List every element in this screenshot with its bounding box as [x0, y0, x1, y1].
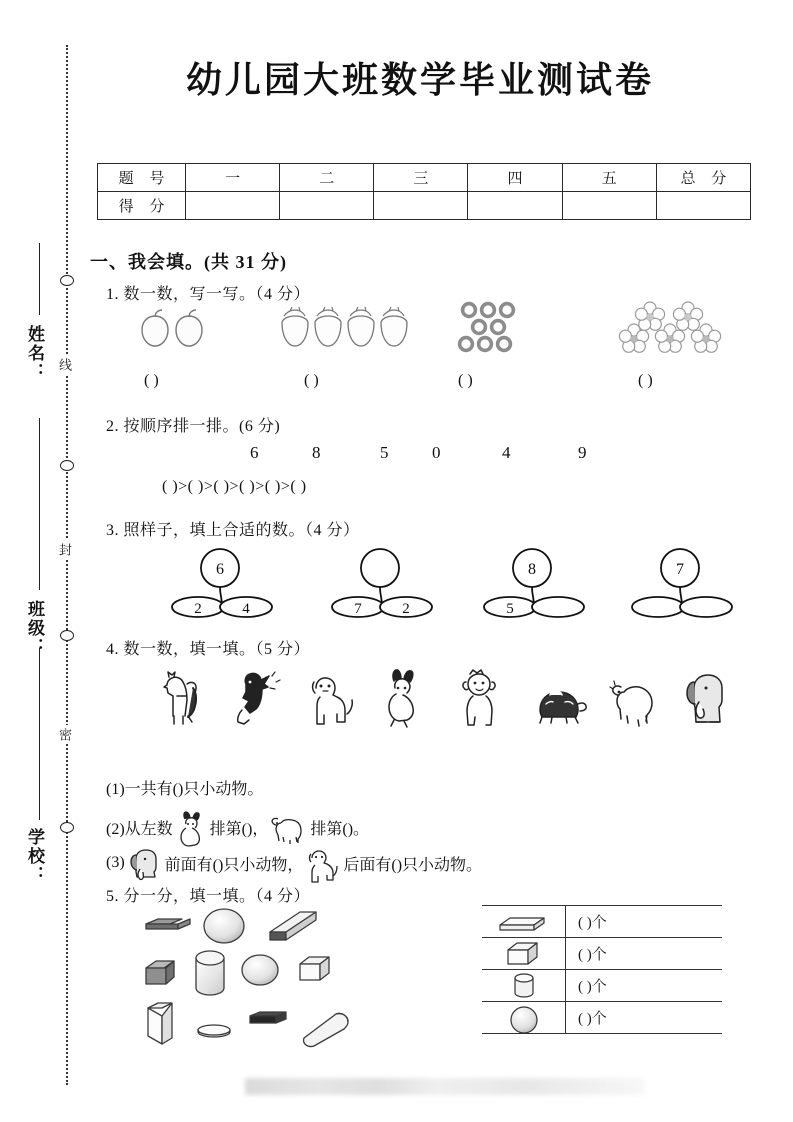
- sheep-icon: [610, 681, 652, 726]
- q2-number-1: 6: [250, 443, 259, 462]
- table-row: [482, 1002, 722, 1034]
- long-cuboid-icon: [270, 912, 316, 940]
- q2-number-3: 5: [380, 443, 389, 462]
- seal-circle-4: [60, 822, 74, 833]
- tilted-cylinder-icon: [304, 1013, 348, 1046]
- q2-number-6: 9: [578, 443, 587, 462]
- q3-bond-3-whole: 8: [528, 561, 536, 578]
- dog-inline-icon: [304, 848, 342, 878]
- elephant-inline-icon: [126, 848, 164, 878]
- tally-count-cylinder[interactable]: ( )个: [578, 979, 607, 995]
- q4-sub3-text-a: (3): [106, 854, 125, 871]
- q4-sub1-text-b: )只小动物。: [178, 781, 264, 798]
- q2-number-5: 4: [502, 443, 511, 462]
- tally-shape-cell-cylinder: [482, 970, 566, 1001]
- cylinder-icon: [196, 951, 224, 995]
- score-cell-total[interactable]: [656, 192, 750, 220]
- seal-margin: [0, 0, 90, 1122]
- q3-bond-1-whole: 6: [216, 561, 224, 578]
- field-rule-name: [39, 243, 40, 315]
- dark-flat-cuboid-icon: [250, 1012, 286, 1023]
- field-label-school: 学校：: [25, 828, 44, 885]
- score-cell-2[interactable]: [280, 192, 374, 220]
- q2-number-4: 0: [432, 443, 441, 462]
- tally-shape-cell-cuboid: [482, 906, 566, 937]
- score-table-row-label-1: 得 分: [98, 192, 186, 220]
- exam-sheet: [90, 0, 793, 1122]
- ring-icon: [458, 302, 536, 354]
- q3-bond-4-whole: 7: [676, 561, 684, 578]
- q4-sub3-text-c: )只小动物，: [218, 856, 304, 874]
- rabbit-icon: [389, 670, 413, 727]
- q5-tally-table: [482, 905, 722, 1034]
- q1-answer-blank-3[interactable]: ( ): [458, 372, 473, 389]
- q3-bond-1-left: 2: [194, 601, 202, 617]
- section-one-heading: 一、我会填。(共 31 分): [90, 252, 287, 272]
- tally-count-cuboid[interactable]: ( )个: [578, 915, 607, 931]
- q1-group-flowers: [622, 303, 738, 353]
- q3-bond-2-left: 7: [354, 601, 362, 617]
- question-4-heading: 4. 数一数，填一填。（5 分）: [106, 641, 311, 658]
- q2-answer-line[interactable]: ( )>( )>( )>( )>( )>( ): [162, 478, 307, 495]
- elephant-icon: [687, 675, 722, 722]
- tally-count-sphere[interactable]: ( )个: [578, 1011, 607, 1027]
- seal-circle-2: [60, 460, 74, 471]
- number-bond-icon: [630, 548, 760, 618]
- flat-disc-icon: [198, 1025, 230, 1037]
- q4-sub2-text-c: )，: [247, 820, 269, 838]
- score-table: [97, 163, 751, 220]
- cube-icon: [300, 957, 329, 980]
- q1-group-strawberries: [278, 306, 413, 350]
- score-table-col-5: 五: [562, 164, 656, 192]
- field-label-name: 姓名：: [25, 325, 44, 382]
- table-row-scores: [98, 192, 751, 220]
- q4-sub1[interactable]: [106, 776, 263, 799]
- tally-shape-cell-sphere: [482, 1002, 566, 1033]
- flower-icon: [622, 303, 738, 353]
- score-cell-3[interactable]: [374, 192, 468, 220]
- q1-answer-blank-2[interactable]: ( ): [304, 372, 319, 389]
- q4-sub3-text-d: 后面有(: [343, 856, 397, 874]
- sheep-inline-icon: [269, 812, 309, 842]
- score-table-col-total: 总 分: [656, 164, 750, 192]
- seal-dotted-line: [66, 45, 68, 1085]
- seal-char-mi: 密: [58, 725, 71, 744]
- score-table-col-2: 二: [280, 164, 374, 192]
- table-row: [482, 906, 722, 938]
- tally-count-cube[interactable]: ( )个: [578, 947, 607, 963]
- seal-circle-3: [60, 630, 74, 641]
- table-row: [482, 938, 722, 970]
- cylinder-icon: [510, 972, 538, 1000]
- table-row-question-numbers: [98, 164, 751, 192]
- seal-char-feng: 封: [58, 540, 71, 559]
- q1-answer-blank-4[interactable]: ( ): [638, 372, 653, 389]
- field-label-class: 班级：: [25, 600, 44, 657]
- apple-icon: [138, 308, 212, 350]
- q3-bond-2: [330, 548, 460, 618]
- score-table-row-label-0: 题 号: [98, 164, 186, 192]
- score-table-col-4: 四: [468, 164, 562, 192]
- strawberry-icon: [278, 306, 413, 350]
- question-2-heading: 2. 按顺序排一排。(6 分): [106, 418, 281, 435]
- number-bond-icon: [330, 548, 460, 618]
- sphere-icon: [204, 909, 244, 943]
- score-table-col-3: 三: [374, 164, 468, 192]
- q4-sub2-text-e: )。: [347, 820, 370, 838]
- q1-answer-blank-1[interactable]: ( ): [144, 372, 159, 389]
- field-rule-class: [39, 418, 40, 590]
- cube-icon: [146, 961, 174, 984]
- number-bond-icon: [170, 548, 300, 618]
- q3-bond-1: [170, 548, 300, 618]
- rabbit-inline-icon: [175, 812, 209, 842]
- q3-bond-2-right: 2: [402, 601, 410, 617]
- monkey-icon: [463, 670, 495, 725]
- q1-group-apples: [138, 308, 212, 350]
- seal-circle-1: [60, 275, 74, 286]
- dog-icon: [313, 678, 353, 724]
- tall-cuboid-icon: [148, 1003, 172, 1044]
- table-row: [482, 970, 722, 1002]
- q4-sub2[interactable]: [106, 812, 369, 842]
- turtle-icon: [540, 691, 586, 723]
- score-table-col-1: 一: [186, 164, 280, 192]
- question-3-heading: 3. 照样子，填上合适的数。（4 分）: [106, 522, 360, 539]
- q3-bond-1-right: 4: [242, 601, 250, 617]
- score-cell-1[interactable]: [186, 192, 280, 220]
- q4-sub3-text-e: )只小动物。: [396, 856, 483, 874]
- q4-sub2-text-b: 排第(: [209, 820, 248, 838]
- q4-sub2-text-a: (2)从左数: [106, 820, 173, 838]
- sphere-icon: [242, 955, 278, 985]
- bottom-watermark: [245, 1078, 645, 1095]
- page-title: 幼儿园大班数学毕业测试卷: [185, 60, 654, 100]
- q3-bond-3-left: 5: [506, 601, 514, 617]
- question-1-heading: 1. 数一数，写一写。（4 分）: [106, 286, 311, 303]
- question-5-heading: 5. 分一分，填一填。（4 分）: [106, 888, 311, 905]
- q3-bond-4: [630, 548, 760, 618]
- q4-sub2-text-d: 排第(: [310, 820, 348, 838]
- seal-char-xian: 线: [58, 355, 71, 374]
- q4-sub1-text-a: (1)一共有(: [106, 781, 178, 798]
- q5-shapes-pile: [138, 908, 438, 1048]
- q4-sub3[interactable]: [106, 848, 482, 878]
- score-cell-5[interactable]: [562, 192, 656, 220]
- flat-cuboid-icon: [146, 919, 190, 929]
- cube-icon: [504, 940, 544, 968]
- cat-icon: [238, 672, 280, 724]
- score-cell-4[interactable]: [468, 192, 562, 220]
- q3-bond-3: [482, 548, 612, 618]
- sphere-icon: [507, 1004, 541, 1032]
- field-rule-school: [39, 648, 40, 820]
- q1-group-rings: [458, 302, 536, 354]
- tally-shape-cell-cube: [482, 938, 566, 969]
- cuboid-icon: [496, 911, 552, 933]
- number-bond-icon: [482, 548, 612, 618]
- q4-animal-row: [150, 668, 730, 730]
- horse-icon: [164, 672, 196, 724]
- q4-sub3-text-b: 前面有(: [164, 856, 218, 874]
- q2-number-2: 8: [312, 443, 321, 462]
